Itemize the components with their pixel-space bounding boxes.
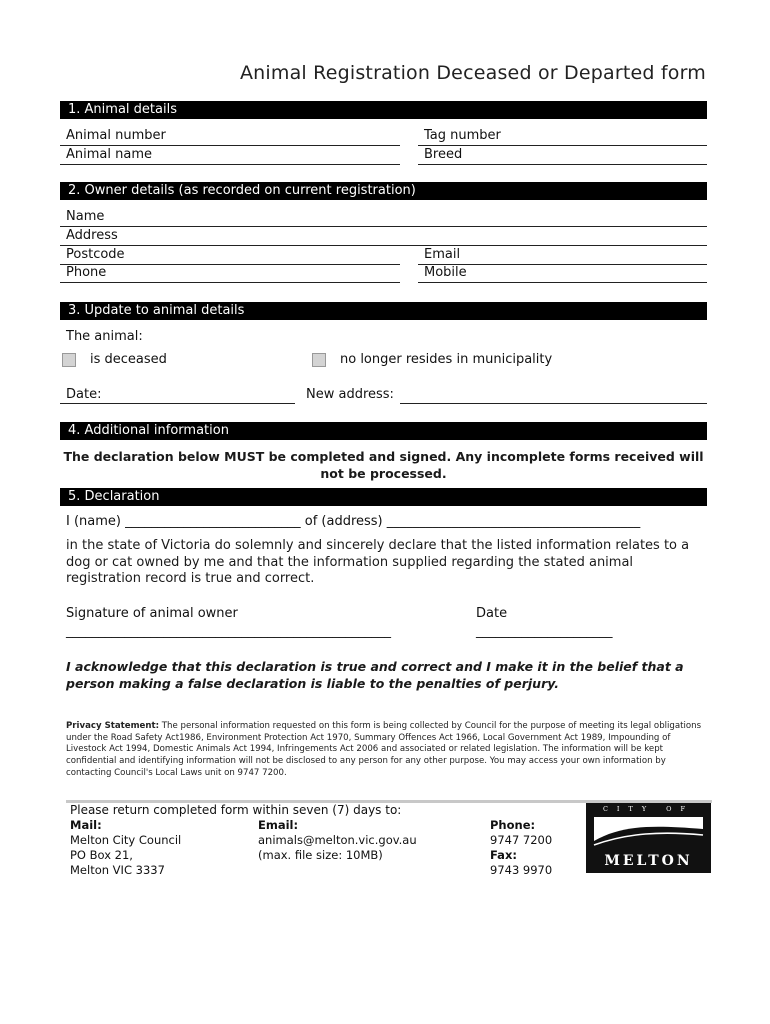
page-title: Animal Registration Deceased or Departed form [239,62,706,84]
signature-line[interactable]: __________________________________________________ [66,624,391,639]
logo-city-of-text: CITY OF [602,805,695,813]
perjury-acknowledgement: I acknowledge that this declaration is true and correct and I make it in the belief that a person making a false declaration is liable to the penalties of perjury. [66,659,684,691]
owner-name-label: Name [66,209,105,224]
fax-number: 9743 9970 [490,863,553,877]
melton-wave-logo-icon [592,815,705,851]
section-header-additional-info: 4. Additional information [60,422,707,440]
logo-melton-text: MELTON [604,853,693,869]
email-address-link[interactable]: animals@melton.vic.gov.au [258,833,417,847]
animal-number-field[interactable] [60,145,400,146]
mail-line-3: Melton VIC 3337 [70,863,165,877]
animal-number-label: Animal number [66,128,166,143]
fax-heading: Fax: [490,848,517,862]
animal-name-field[interactable] [60,164,400,165]
owner-name-field[interactable] [60,226,707,227]
privacy-statement [66,721,702,780]
email-label: Email [424,247,461,262]
section-header-owner-details: 2. Owner details (as recorded on current registration) [60,182,707,200]
postcode-label: Postcode [66,247,125,262]
mobile-field[interactable] [418,282,707,283]
privacy-heading: Privacy Statement: [66,721,160,731]
breed-label: Breed [424,147,463,162]
mail-heading: Mail: [70,818,102,832]
animal-name-label: Animal name [66,147,152,162]
phone-number: 9747 7200 [490,833,553,847]
breed-field[interactable] [418,164,707,165]
melton-logo [586,803,711,873]
declaration-name-address-line[interactable]: I (name) ___________________________ of (address) _______________________________________ [66,514,641,529]
mail-line-1: Melton City Council [70,833,182,847]
tag-number-label: Tag number [424,128,501,143]
mail-block [70,818,181,878]
return-instructions: Please return completed form within seven (7) days to: [70,803,402,817]
phone-heading: Phone: [490,818,536,832]
privacy-text: The personal information requested on this form is being collected by Council for the purpose of meeting its legal obligations under the Road Safety Act1986, Environment Protection Act 1970, Summary Offences Act 1966, Local Government Act 1989, Impounding of Livestock Act 1994, Domestic Animals Act 1994, Infringements Act 2006 and associated or related legislation. The information will be kept confidential and identifying information will not be disclosed to any person for any other purpose. You may access your own information by contacting Council's Local Laws unit on 9747 7200. [66,721,702,778]
owner-address-label: Address [66,228,118,243]
update-date-field[interactable] [60,403,295,404]
new-address-field[interactable] [400,403,707,404]
owner-address-field[interactable] [60,245,707,246]
email-heading: Email: [258,818,299,832]
signature-label: Signature of animal owner [66,606,238,621]
section-header-declaration: 5. Declaration [60,488,707,506]
section-header-animal-details: 1. Animal details [60,101,707,119]
declaration-date-label: Date [476,606,508,621]
new-address-label: New address: [306,387,394,402]
email-size-note: (max. file size: 10MB) [258,848,383,862]
declaration-date-line[interactable]: _____________________ [476,624,613,639]
deceased-checkbox[interactable] [62,353,76,367]
incomplete-forms-notice: The declaration below MUST be completed and signed. Any incomplete forms received will not be processed. [63,449,704,481]
phone-fax-block [490,818,552,878]
deceased-label: is deceased [90,352,167,367]
email-block [258,818,417,863]
declaration-statement: in the state of Victoria do solemnly and sincerely declare that the listed information relates to a dog or cat owned by me and that the information supplied regarding the stated animal registration record is true and correct. [66,538,690,586]
section-header-update-details: 3. Update to animal details [60,302,707,320]
the-animal-label: The animal: [66,329,143,344]
mail-line-2: PO Box 21, [70,848,133,862]
mobile-label: Mobile [424,265,467,280]
phone-label: Phone [66,265,107,280]
tag-number-field[interactable] [418,145,707,146]
update-date-label: Date: [66,387,102,402]
postcode-field[interactable] [60,264,400,265]
phone-field[interactable] [60,282,400,283]
departed-label: no longer resides in municipality [340,352,553,367]
departed-checkbox[interactable] [312,353,326,367]
